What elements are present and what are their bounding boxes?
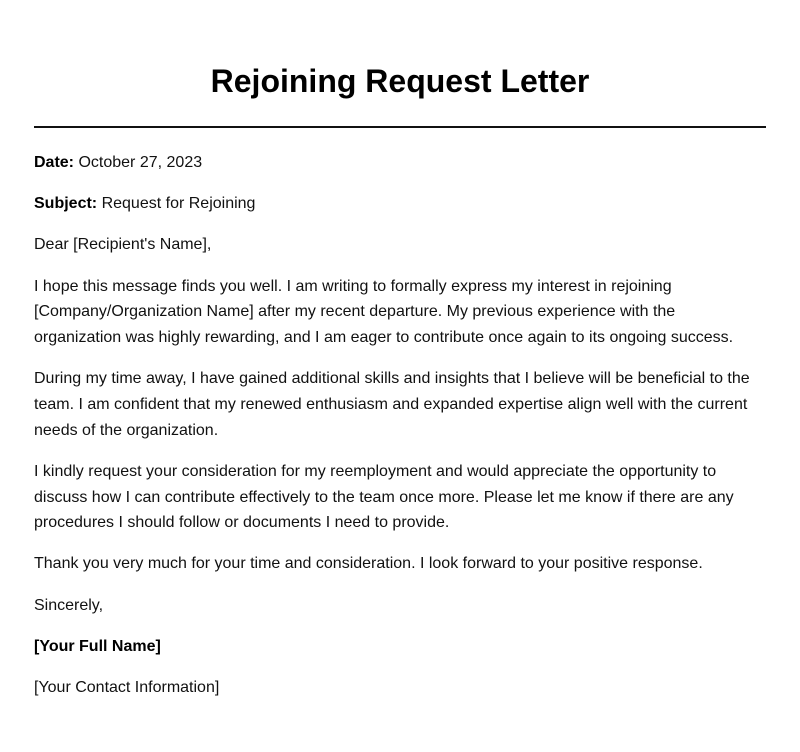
paragraph-skills: During my time away, I have gained additional skills and insights that I believe will be beneficial to the team. I am confident that my renewed enthusiasm and expanded expertise align well with the current needs of the organization. bbox=[34, 370, 750, 439]
paragraph-thanks: Thank you very much for your time and consideration. I look forward to your positive response. bbox=[34, 555, 703, 573]
subject-value: Request for Rejoining bbox=[101, 195, 256, 213]
subject-line bbox=[34, 191, 766, 217]
closing: Sincerely, bbox=[34, 596, 104, 614]
greeting: Dear [Recipient's Name], bbox=[34, 236, 212, 254]
date-value: October 27, 2023 bbox=[78, 154, 203, 171]
letter-body bbox=[34, 150, 766, 701]
paragraph-request: I kindly request your consideration for my reemployment and would appreciate the opportunity to discuss how I can contribute effectively to the team once more. Please let me know if there are any procedures I should follow or documents I need to provide. bbox=[34, 462, 734, 532]
paragraph-intro: I hope this message finds you well. I am writing to formally express my interest in rejoining [Company/Organization Name] after my recent departure. My previous experience with the organization was highly rewarding, and I am eager to contribute once again to its ongoing success. bbox=[34, 277, 734, 347]
date-label: Date: bbox=[34, 154, 75, 171]
title-divider bbox=[34, 126, 766, 128]
date-line bbox=[34, 150, 766, 176]
subject-label: Subject: bbox=[34, 195, 98, 213]
signature-name: [Your Full Name] bbox=[34, 637, 161, 655]
contact-info: [Your Contact Information] bbox=[34, 679, 220, 697]
page-title: Rejoining Request Letter bbox=[210, 63, 590, 99]
